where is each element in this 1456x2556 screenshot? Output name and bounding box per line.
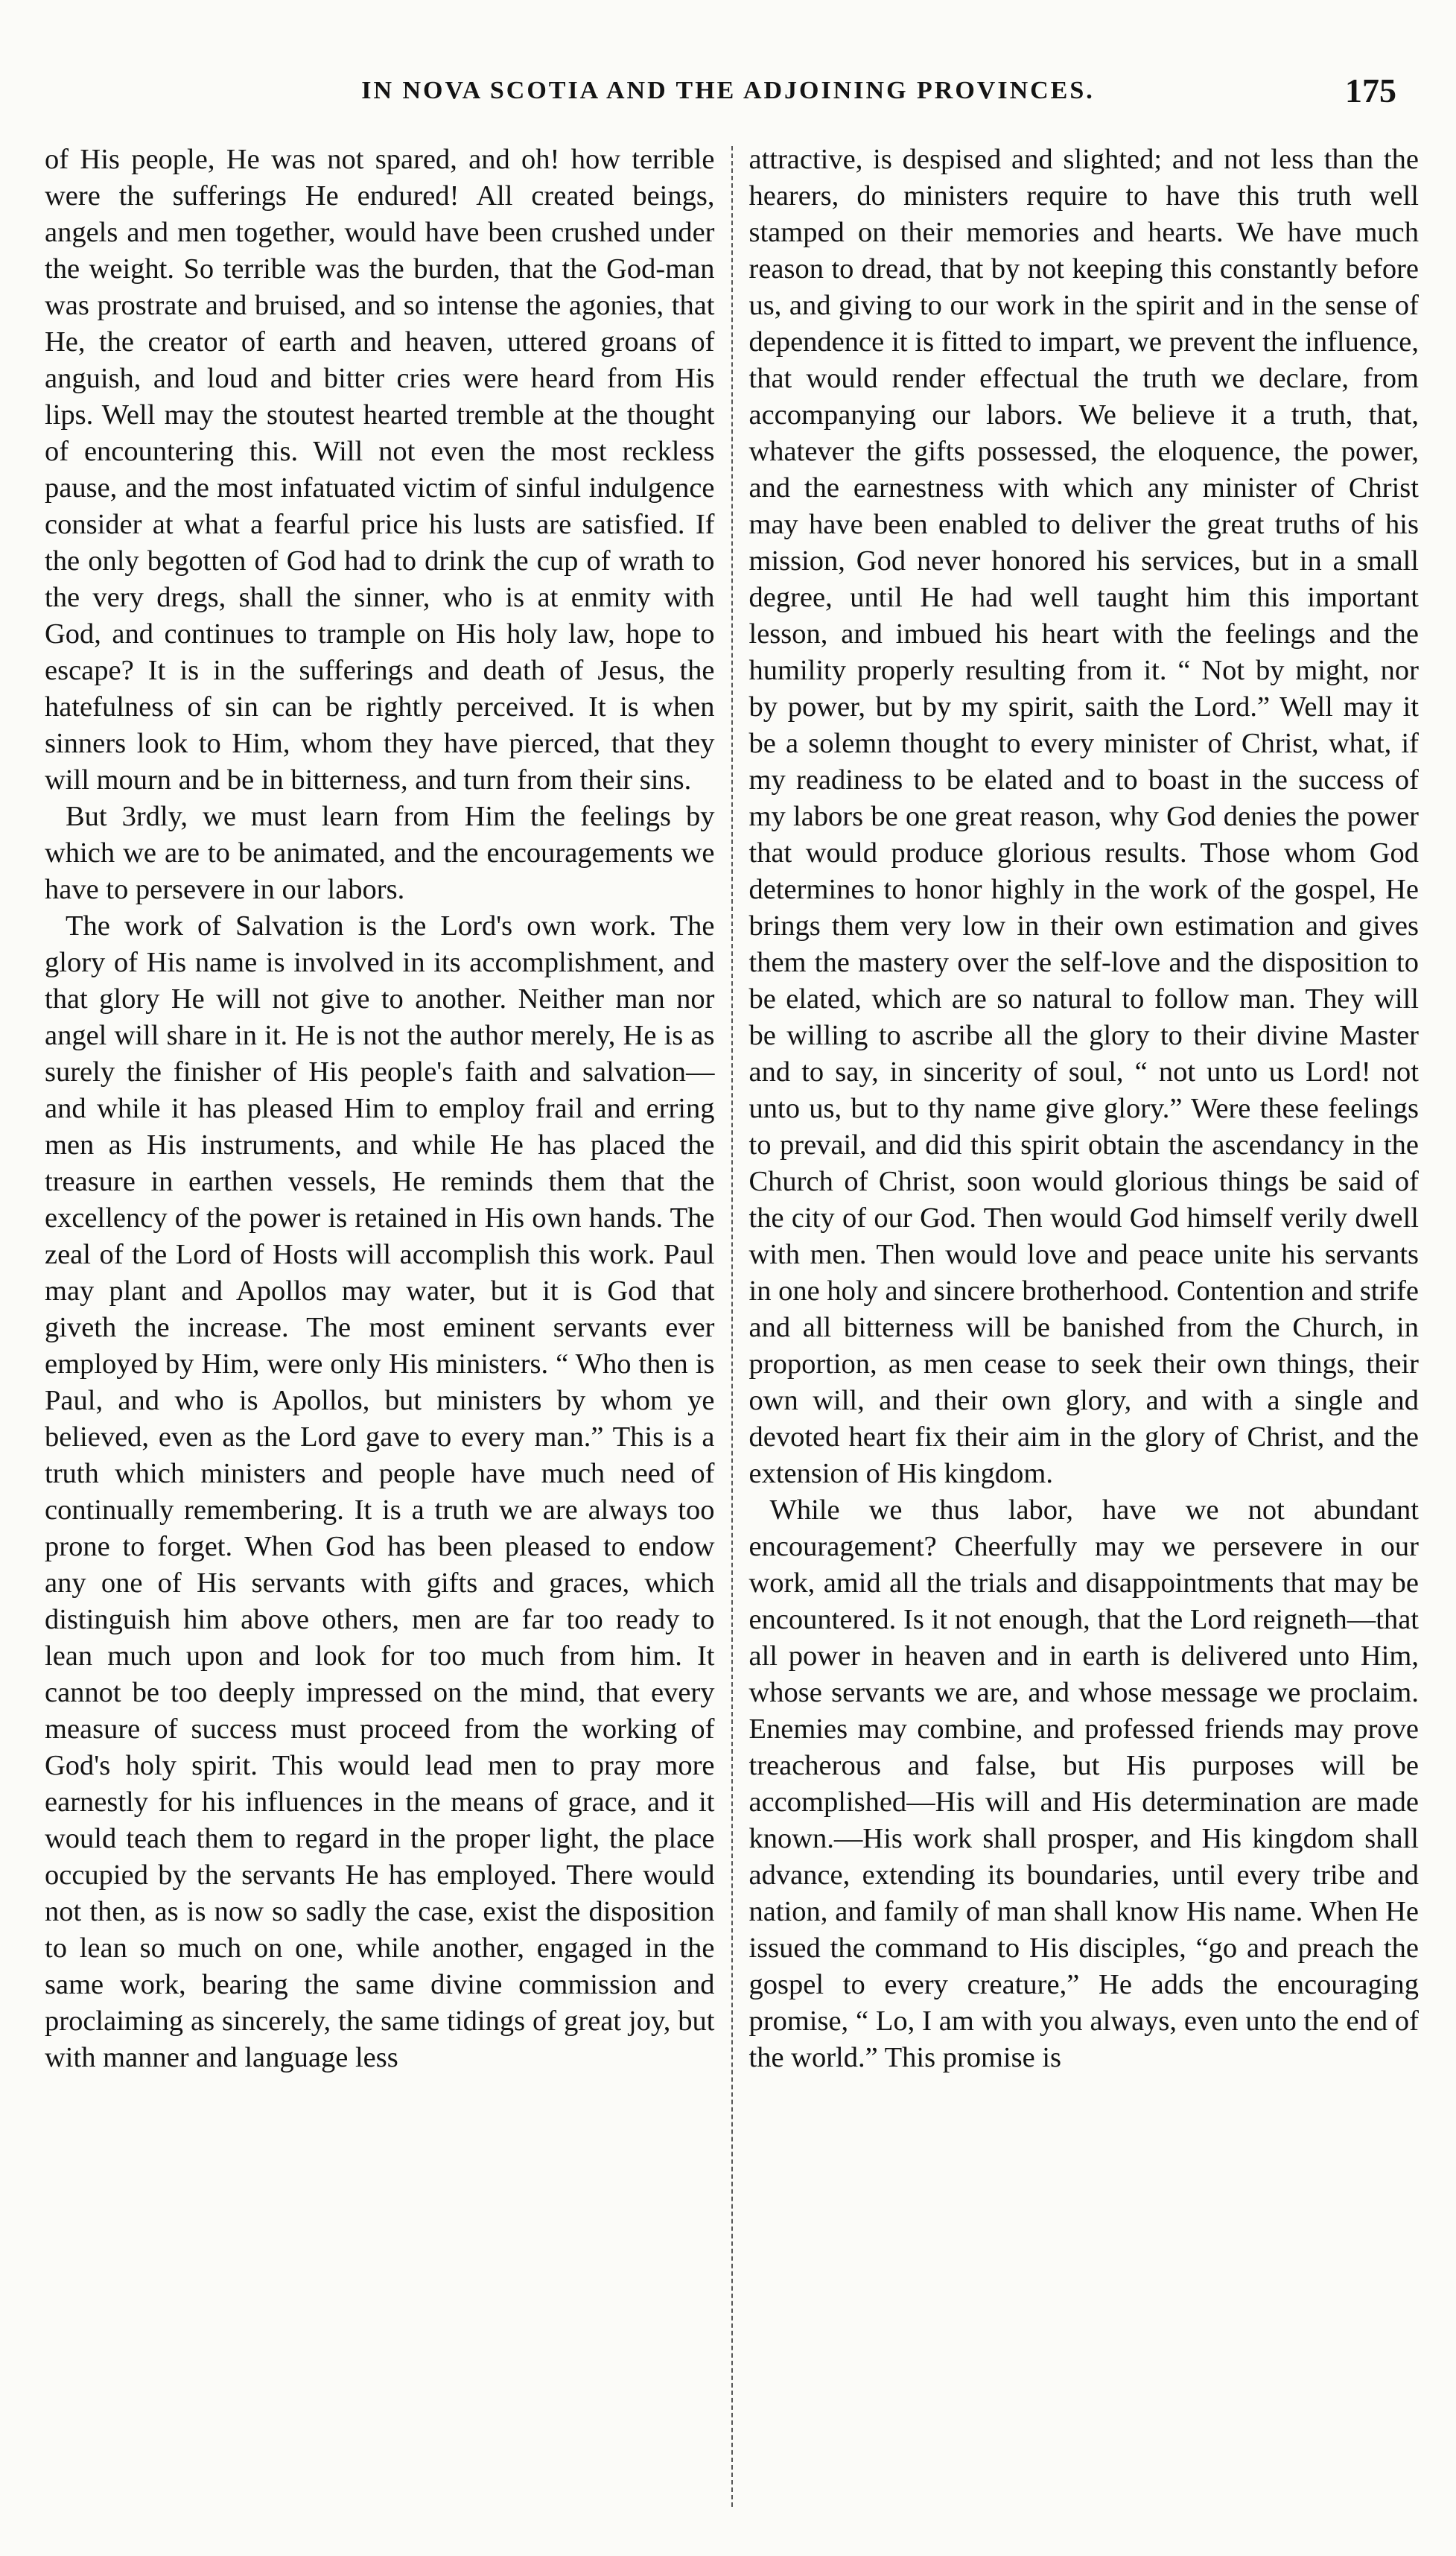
left-column [45, 142, 731, 2511]
paragraph: The work of Salvation is the Lord's own work. The glory of His name is involved in its accomplishment, and that glory He will not give to another. Neither man nor angel will share in it. He is not the author merely, He is as surely the finisher of His people's faith and salvation—and while it has pleased Him to employ frail and erring men as His instruments, and while He has placed the treasure in earthen vessels, He reminds them that the excellency of the power is retained in His own hands. The zeal of the Lord of Hosts will accomplish this work. Paul may plant and Apollos may water, but it is God that giveth the increase. The most eminent servants ever employed by Him, were only His ministers. “ Who then is Paul, and who is Apollos, but ministers by whom ye believed, even as the Lord gave to every man.” This is a truth which ministers and people have much need of continually remembering. It is a truth we are always too prone to forget. When God has been pleased to endow any one of His servants with gifts and graces, which distinguish him above others, men are far too ready to lean much upon and look for too much from him. It cannot be too deeply impressed on the mind, that every measure of success must proceed from the working of God's holy spirit. This would lead men to pray more earnestly for his influences in the means of grace, and it would teach them to regard in the proper light, the place occupied by the servants He has employed. There would not then, as is now so sadly the case, exist the disposition to lean so much on one, while another, engaged in the same work, bearing the same divine commission and proclaiming as sincerely, the same tidings of great joy, but with manner and language less [45, 910, 715, 2073]
paragraph: But 3rdly, we must learn from Him the feelings by which we are to be animated, and the encouragements we have to persevere in our labors. [45, 801, 715, 905]
right-column [733, 142, 1420, 2511]
text-columns [45, 142, 1419, 2511]
running-title: IN NOVA SCOTIA AND THE ADJOINING PROVINCES. [361, 77, 1095, 104]
paragraph: attractive, is despised and slighted; and not less than the hearers, do ministers require to have this truth well stamped on their memories and hearts. We have much reason to dread, that by not keeping this constantly before us, and giving to our work in the spirit and in the sense of dependence it is fitted to impart, we prevent the influence, that would render effectual the truth we declare, from accompanying our labors. We believe it a truth, that, whatever the gifts possessed, the eloquence, the power, and the earnestness with which any minister of Christ may have been enabled to deliver the great truths of his mission, God never honored his services, but in a small degree, until He had well taught him this important lesson, and imbued his heart with the feelings and the humility properly resulting from it. “ Not by might, nor by power, but by my spirit, saith the Lord.” Well may it be a solemn thought to every minister of Christ, what, if my readiness to be elated and to boast in the success of my labors be one great reason, why God denies the power that would produce glorious results. Those whom God determines to honor highly in the work of the gospel, He brings them very low in their own estimation and gives them the mastery over the self-love and the disposition to be elated, which are so natural to follow man. They will be willing to ascribe all the glory to their divine Master and to say, in sincerity of soul, “ not unto us Lord! not unto us, but to thy name give glory.” Were these feelings to prevail, and did this spirit obtain the ascendancy in the Church of Christ, soon would glorious things be said of the city of our God. Then would God himself verily dwell with men. Then would love and peace unite his servants in one holy and sincere brotherhood. Contention and strife and all bitterness will be banished from the Church, in proportion, as men cease to seek their own things, their own will, and their own glory, and with a single and devoted heart fix their aim in the glory of Christ, and the extension of His kingdom. [748, 144, 1419, 1489]
page-number: 175 [1345, 72, 1396, 110]
running-head [45, 69, 1411, 113]
paragraph: While we thus labor, have we not abundant encouragement? Cheerfully may we persevere in our work, amid all the trials and disappointments that may be encountered. Is it not enough, that the Lord reigneth—that all power in heaven and in earth is delivered unto Him, whose servants we are, and whose message we proclaim. Enemies may combine, and professed friends may prove treacherous and false, but His purposes will be accomplished—His will and His determination are made known.—His work shall prosper, and His kingdom shall advance, extending its boundaries, until every tribe and nation, and family of man shall know His name. When He issued the command to His disciples, “go and preach the gospel to every creature,” He adds the encouraging promise, “ Lo, I am with you always, even unto the end of the world.” This promise is [748, 1494, 1419, 2073]
paragraph: of His people, He was not spared, and oh! how terrible were the sufferings He endured! All created beings, angels and men together, would have been crushed under the weight. So terrible was the burden, that the God-man was prostrate and bruised, and so intense the agonies, that He, the creator of earth and heaven, uttered groans of anguish, and loud and bitter cries were heard from His lips. Well may the stoutest hearted tremble at the thought of encountering this. Will not even the most reckless pause, and the most infatuated victim of sinful indulgence consider at what a fearful price his lusts are satisfied. If the only begotten of God had to drink the cup of wrath to the very dregs, shall the sinner, who is at enmity with God, and continues to trample on His holy law, hope to escape? It is in the sufferings and death of Jesus, the hatefulness of sin can be rightly perceived. It is when sinners look to Him, whom they have pierced, that they will mourn and be in bitterness, and turn from their sins. [45, 144, 715, 796]
